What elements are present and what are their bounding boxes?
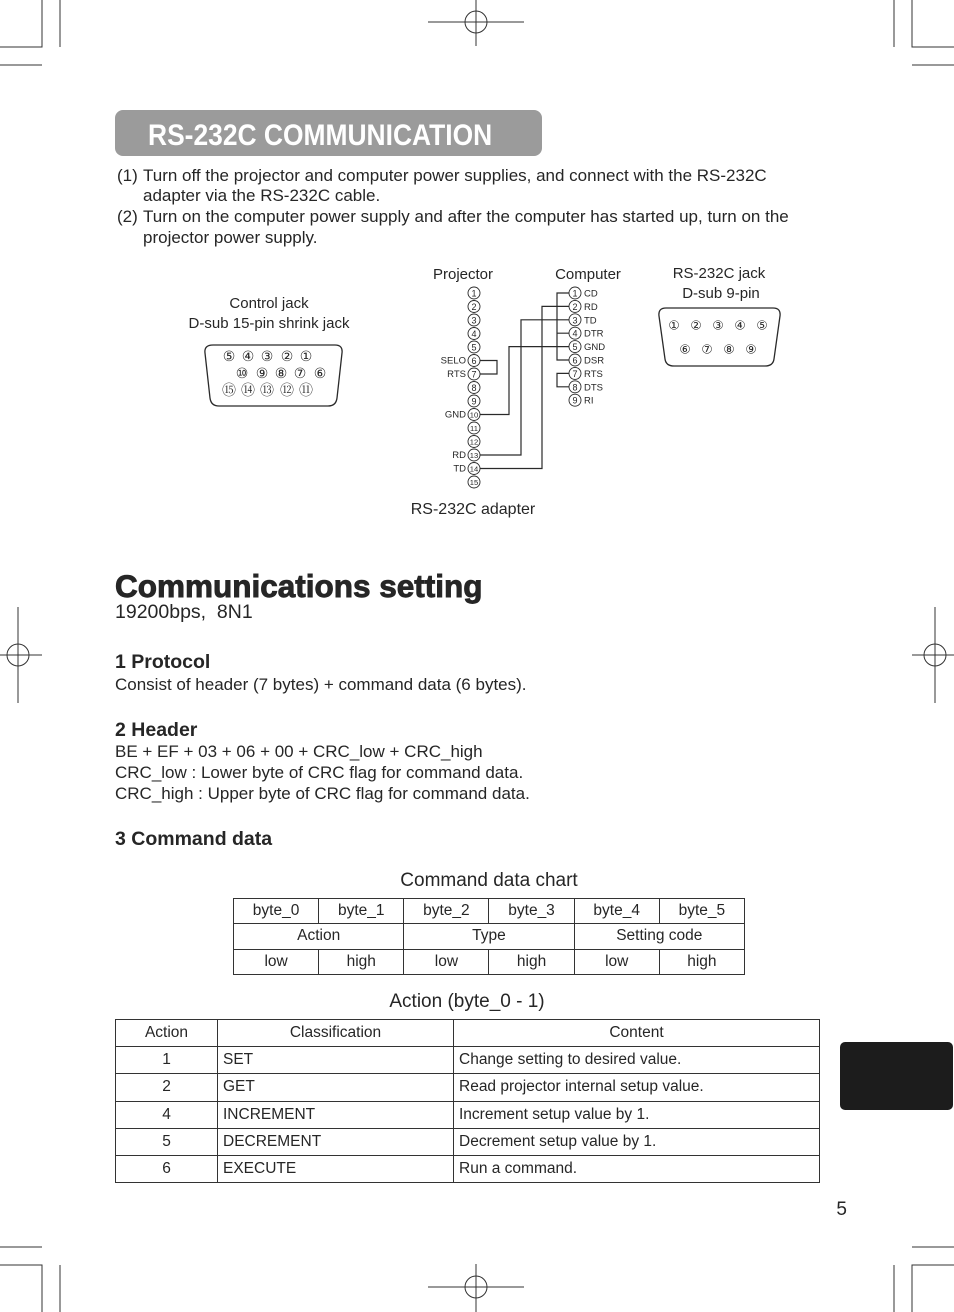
control-jack-title: Control jack: [229, 295, 309, 312]
table-header-cell: Content: [454, 1020, 820, 1047]
group-cell: Type: [404, 924, 574, 949]
order-cell: high: [319, 949, 404, 974]
section-title: RS-232C COMMUNICATION: [148, 118, 493, 152]
rs232c-jack-pin: ⑨: [745, 341, 757, 357]
control-jack-pin: ⑬: [260, 383, 274, 399]
wire-gnd-gnd: [480, 347, 569, 415]
control-jack-subtitle: D-sub 15-pin shrink jack: [188, 315, 350, 332]
header-line: BE + EF + 03 + 06 + 00 + CRC_low + CRC_high: [115, 741, 483, 761]
control-jack-pin: ⑤: [222, 349, 236, 365]
table-row: [234, 899, 745, 924]
computer-pin-number: 8: [572, 382, 578, 393]
command-chart-caption: Command data chart: [400, 870, 578, 892]
table-row: [234, 949, 745, 974]
order-cell: high: [659, 949, 744, 974]
content-cell: Increment setup value by 1.: [454, 1101, 820, 1128]
table-header-cell: Classification: [218, 1020, 454, 1047]
control-jack-pin: ③: [260, 349, 274, 365]
content-cell: Read projector internal setup value.: [454, 1074, 820, 1101]
content-cell: Run a command.: [454, 1155, 820, 1182]
wire-selo-rts-loop: [480, 361, 497, 375]
byte-cell: byte_0: [234, 899, 319, 924]
action-code-cell: 6: [116, 1155, 218, 1182]
projector-pin-number: 14: [469, 464, 479, 474]
step-1: [117, 166, 877, 208]
control-jack-pin: ①: [299, 349, 313, 365]
computer-pin-number: 3: [572, 315, 578, 326]
byte-cell: byte_1: [319, 899, 404, 924]
control-jack-diagram: [189, 295, 350, 406]
wire-td-rd: [480, 306, 569, 468]
order-cell: low: [574, 949, 659, 974]
crop-mark-bottom-right: [894, 1247, 954, 1312]
rs232c-jack-pin: ④: [734, 317, 746, 333]
wire-rd-td: [480, 320, 569, 455]
computer-signal-label: RD: [584, 301, 598, 313]
adapter-caption: RS-232C adapter: [410, 501, 536, 518]
rs232c-jack-pin: ①: [668, 317, 680, 333]
group-cell: Action: [234, 924, 404, 949]
step-text: [143, 207, 789, 249]
projector-pin-number: 10: [469, 410, 479, 420]
control-jack-pin: ⑭: [241, 383, 255, 399]
table-row: [116, 1074, 820, 1101]
action-code-cell: 1: [116, 1047, 218, 1074]
computer-pin-number: 9: [572, 395, 578, 406]
classification-cell: DECREMENT: [218, 1128, 454, 1155]
step-line: projector power supply.: [143, 228, 318, 248]
byte-cell: byte_5: [659, 899, 744, 924]
control-jack-pin: ②: [280, 349, 294, 365]
header-line: CRC_low : Lower byte of CRC flag for command data.: [115, 762, 524, 782]
projector-pin-number: 8: [471, 383, 477, 393]
control-jack-pin: ⑫: [280, 383, 294, 399]
computer-pins: [569, 287, 605, 407]
computer-signal-label: RI: [584, 395, 594, 407]
computer-signal-label: CD: [584, 288, 598, 300]
rs232c-jack-pin: ⑤: [756, 317, 768, 333]
rs232c-jack-pin: ③: [712, 317, 724, 333]
classification-cell: INCREMENT: [218, 1101, 454, 1128]
projector-pin-number: 9: [471, 396, 477, 407]
instruction-steps: [117, 166, 877, 249]
projector-pin-number: 11: [470, 424, 478, 433]
control-jack-pin: ④: [241, 349, 255, 365]
step-2: [117, 207, 877, 249]
wire-cd-dtr-dsr-loop: [557, 293, 569, 360]
order-cell: low: [404, 949, 489, 974]
control-jack-pin: ⑮: [222, 383, 236, 399]
rs232c-jack-title: RS-232C jack: [672, 265, 766, 282]
step-line: Turn off the projector and computer power supplies, and connect with the RS-232C: [143, 165, 767, 185]
step-number: (2): [117, 207, 138, 227]
command-data-chart: [233, 898, 745, 975]
table-row: [116, 1047, 820, 1074]
byte-cell: byte_3: [489, 899, 574, 924]
action-table-caption: Action (byte_0 - 1): [389, 991, 545, 1013]
control-jack-pin: ⑩: [235, 366, 249, 382]
content-cell: Decrement setup value by 1.: [454, 1128, 820, 1155]
rs232c-jack-pin: ⑥: [679, 341, 691, 357]
rs232c-jack-pin: ⑦: [701, 341, 713, 357]
projector-pin-number: 7: [471, 369, 477, 380]
step-text: [143, 166, 767, 208]
order-cell: high: [489, 949, 574, 974]
projector-signal-label: RD: [452, 450, 466, 461]
computer-pin-number: 7: [572, 368, 578, 379]
action-code-cell: 5: [116, 1128, 218, 1155]
table-header-cell: Action: [116, 1020, 218, 1047]
adapter-wires: [480, 293, 569, 469]
registration-cross-left: [0, 607, 42, 703]
rs232c-jack-pin: ②: [690, 317, 702, 333]
projector-pins: [441, 287, 480, 488]
computer-pin-number: 6: [572, 355, 578, 366]
projector-pin-number: 1: [471, 288, 477, 299]
computer-signal-label: TD: [584, 315, 597, 327]
table-row: [116, 1128, 820, 1155]
computer-label: Computer: [555, 266, 621, 283]
action-code-cell: 4: [116, 1101, 218, 1128]
adapter-diagram: [411, 266, 621, 518]
projector-pin-number: 12: [469, 437, 479, 447]
step-number: (1): [117, 165, 138, 185]
section-thumb-tab: [840, 1042, 953, 1110]
control-jack-pin: ⑦: [293, 366, 307, 382]
wire-rts-dts-loop: [557, 373, 569, 386]
table-row: [116, 1155, 820, 1182]
section-banner: [115, 110, 542, 156]
command-data-heading: 3 Command data: [115, 828, 273, 851]
projector-pin-number: 3: [471, 315, 477, 326]
projector-pin-number: 15: [469, 478, 479, 487]
projector-signal-label: RTS: [447, 369, 466, 380]
step-line: adapter via the RS-232C cable.: [143, 186, 381, 206]
projector-pin-number: 5: [471, 342, 477, 353]
crop-mark-top-right: [894, 0, 954, 65]
computer-signal-label: DSR: [584, 355, 605, 367]
protocol-heading: 1 Protocol: [115, 651, 211, 674]
crop-mark-top-left: [0, 0, 60, 65]
registration-cross-right: [912, 607, 954, 703]
rs232c-jack-diagram: [659, 265, 780, 366]
control-jack-pin: ⑪: [299, 383, 313, 399]
table-row: [116, 1101, 820, 1128]
projector-pin-number: 13: [469, 451, 479, 460]
computer-pin-number: 2: [572, 301, 578, 312]
byte-cell: byte_4: [574, 899, 659, 924]
registration-cross-top: [428, 0, 524, 46]
table-row: [234, 924, 745, 949]
header-line: CRC_high : Upper byte of CRC flag for command data.: [115, 783, 530, 803]
classification-cell: EXECUTE: [218, 1155, 454, 1182]
order-cell: low: [234, 949, 319, 974]
projector-pin-number: 2: [471, 302, 477, 312]
header-heading: 2 Header: [115, 719, 198, 742]
communication-parameters: 19200bps, 8N1: [115, 601, 253, 624]
table-header-row: [116, 1020, 820, 1047]
protocol-text: Consist of header (7 bytes) + command data (6 bytes).: [115, 674, 527, 694]
rs232c-jack-subtitle: D-sub 9-pin: [682, 285, 760, 302]
control-jack-pin: ⑥: [313, 366, 327, 382]
projector-signal-label: TD: [453, 463, 466, 475]
computer-pin-number: 1: [572, 288, 578, 299]
computer-signal-label: GND: [584, 342, 606, 354]
registration-cross-bottom: [428, 1264, 524, 1312]
projector-label: Projector: [432, 266, 494, 283]
computer-signal-label: DTR: [584, 328, 604, 340]
crop-mark-bottom-left: [0, 1247, 60, 1312]
computer-signal-label: DTS: [584, 382, 603, 394]
projector-signal-label: SELO: [440, 355, 466, 367]
computer-pin-number: 5: [572, 342, 578, 353]
classification-cell: SET: [218, 1047, 454, 1074]
projector-pin-number: 4: [471, 329, 477, 339]
group-cell: Setting code: [574, 924, 744, 949]
byte-cell: byte_2: [404, 899, 489, 924]
action-code-cell: 2: [116, 1074, 218, 1101]
computer-pin-number: 4: [572, 328, 578, 339]
action-table: [115, 1019, 820, 1183]
projector-signal-label: GND: [444, 409, 466, 421]
computer-signal-label: RTS: [584, 368, 603, 380]
rs232c-jack-pin: ⑧: [723, 341, 735, 357]
communications-heading: Communications setting: [115, 568, 483, 605]
content-cell: Change setting to desired value.: [454, 1047, 820, 1074]
step-line: Turn on the computer power supply and after the computer has started up, turn on the: [143, 207, 789, 227]
projector-pin-number: 6: [471, 356, 477, 366]
control-jack-pin: ⑧: [274, 366, 288, 382]
page-number: 5: [836, 1199, 847, 1221]
classification-cell: GET: [218, 1074, 454, 1101]
control-jack-pin: ⑨: [255, 366, 269, 382]
